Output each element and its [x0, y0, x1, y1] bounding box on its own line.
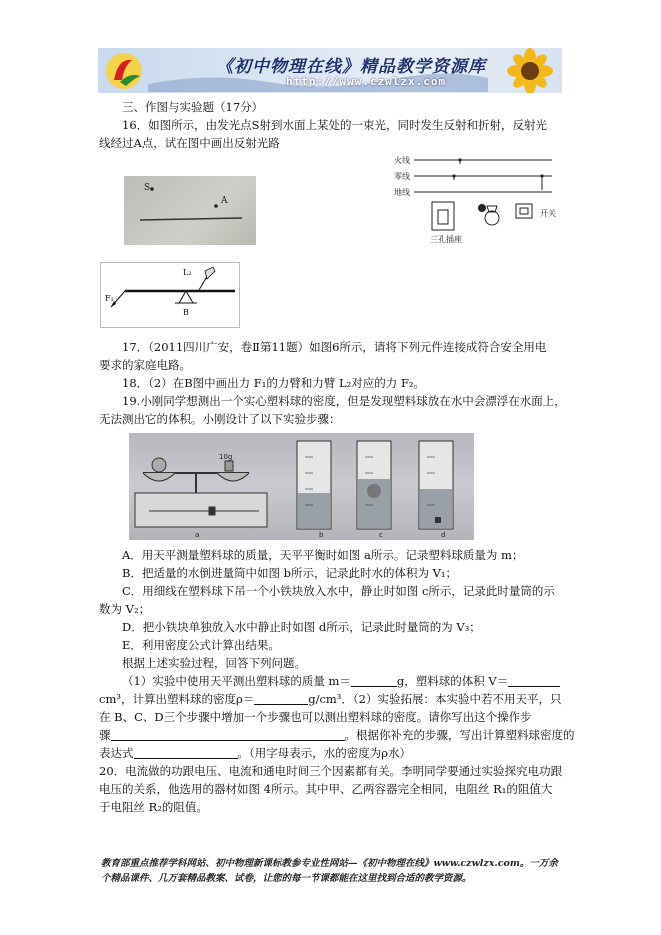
lever-b-label: B — [183, 308, 189, 317]
footer-line1: 教育部重点推荐学科网站、初中物理新课标教参专业性网站—《初中物理在线》www.czwlzx.com。一万余 — [101, 858, 558, 869]
header-banner — [98, 48, 562, 93]
live-wire-label: 火线 — [394, 156, 410, 165]
lever-drawing — [101, 263, 241, 329]
weight-label: 10g — [219, 453, 233, 461]
neutral-wire-label: 零线 — [394, 172, 410, 181]
q19-step-c-line1: C．用细线在塑料球下吊一个小铁块放入水中，静止时如图 c所示，记录此时量筒的示 — [122, 584, 555, 598]
q19-line1: 19.小刚同学想测出一个实心塑料球的密度，但是发现塑料球放在水中会漂浮在水面上， — [122, 394, 566, 408]
banner-url[interactable]: http://www.czwlzx.com — [286, 75, 447, 88]
step-answer-blank[interactable] — [111, 728, 345, 741]
page-footer — [101, 856, 571, 886]
q19-step-d: D．把小铁块单独放入水中静止时如图 d所示，记录此时量筒的为 V₃； — [122, 620, 481, 634]
q19-q2-part-b: 骤 — [99, 728, 111, 742]
q19-q1-part-d: g/cm³．（2）实验拓展：本实验中若不用天平，只 — [308, 692, 562, 706]
fig-d-label: d — [441, 531, 446, 539]
q19-q2-line2 — [99, 726, 575, 744]
q19-step-b: B．把适量的水倒进量筒中如图 b所示，记录此时水的体积为 V₁； — [122, 566, 458, 580]
q20-line1: 20．电流做的功跟电压、电流和通电时间三个因素都有关。李明同学要通过实验探究电功跟 — [99, 764, 563, 778]
q19-step-c-line2: 数为 V₂； — [99, 602, 151, 616]
ground-wire-label: 地线 — [394, 188, 410, 197]
lever-l2-label: L₂ — [183, 268, 192, 277]
q19-q1-line2 — [99, 690, 561, 708]
q17-line1: 17．（2011四川广安，卷Ⅱ第11题）如图6所示，请将下列元件连接成符合安全用电 — [122, 340, 547, 354]
q19-q2-line3 — [99, 744, 411, 762]
density-answer-blank[interactable] — [254, 692, 308, 705]
socket-label: 三孔插座 — [430, 235, 462, 244]
q18-lever-figure — [100, 262, 240, 328]
q19-q1-line — [122, 672, 560, 690]
q20-line3: 于电阻丝 R₂的阻值。 — [99, 800, 208, 814]
q19-step-a: A．用天平测量塑料球的质量，天平平衡时如图 a所示。记录塑料球质量为 m； — [122, 548, 524, 562]
q18-line1: 18．（2）在B图中画出力 F₁的力臂和力臂 L₂对应的力 F₂。 — [122, 376, 426, 390]
switch-label: 开关 — [540, 209, 556, 218]
q17-line2: 要求的家庭电路。 — [99, 358, 191, 372]
household-circuit-figure — [392, 150, 562, 250]
mass-answer-blank[interactable] — [351, 674, 397, 687]
expression-answer-blank[interactable] — [134, 746, 238, 759]
q19-q2-part-c: 。根据你补充的步骤，写出计算塑料球密度的 — [344, 728, 575, 742]
banner-title: 《初中物理在线》精品教学资源库 — [216, 57, 486, 77]
q19-apparatus-figure — [129, 433, 474, 540]
q19-q1-part-c: cm³，计算出塑料球的密度ρ＝ — [99, 692, 255, 706]
q16-line2: 线经过A点，试在图中画出反射光路 — [99, 136, 280, 150]
point-a-label: A — [221, 196, 228, 206]
q16-line1: 16．如图所示，由发光点S射到水面上某处的一束光，同时发生反射和折射，反射光 — [122, 118, 548, 132]
section-title: 三、作图与实验题（17分） — [122, 100, 264, 114]
sunflower-icon — [496, 48, 558, 93]
q19-step-e: E．利用密度公式计算出结果。 — [122, 638, 280, 652]
volume-answer-blank[interactable] — [508, 674, 560, 687]
fig-a-label: a — [195, 531, 200, 539]
q20-line2: 电压的关系，他选用的器材如图 4所示。其中甲、乙两容器完全相同，电阻丝 R₁的阻值大 — [99, 782, 553, 796]
q19-q2-part-d: 表达式 — [99, 746, 134, 760]
fig-c-label: c — [379, 531, 383, 539]
q19-q2-part-e: 。（用字母表示，水的密度为ρ水） — [237, 746, 412, 760]
apparatus-drawing — [129, 433, 474, 540]
q19-line2: 无法测出它的体积。小刚设计了以下实验步骤： — [99, 412, 341, 426]
site-logo-icon — [102, 50, 146, 91]
q19-prompt: 根据上述实验过程，回答下列问题。 — [122, 656, 306, 670]
q19-q1-part-a: （1）实验中使用天平测出塑料球的质量 m＝ — [122, 674, 351, 688]
lever-f1-label: F₁ — [105, 294, 114, 303]
q19-q2-line: 在 B、C、D三个步骤中增加一个步骤也可以测出塑料球的密度。请你写出这个操作步 — [99, 710, 532, 724]
footer-line2: 个精品课件、几万套精品教案、试卷，让您的每一节课都能在这里找到合适的教学资源。 — [101, 873, 472, 884]
fig-b-label: b — [319, 531, 324, 539]
q16-figure-water-surface — [124, 176, 256, 245]
water-surface-drawing — [124, 176, 256, 245]
q19-q1-part-b: g，塑料球的体积 V＝ — [396, 674, 509, 688]
point-s-label: S — [144, 183, 151, 193]
